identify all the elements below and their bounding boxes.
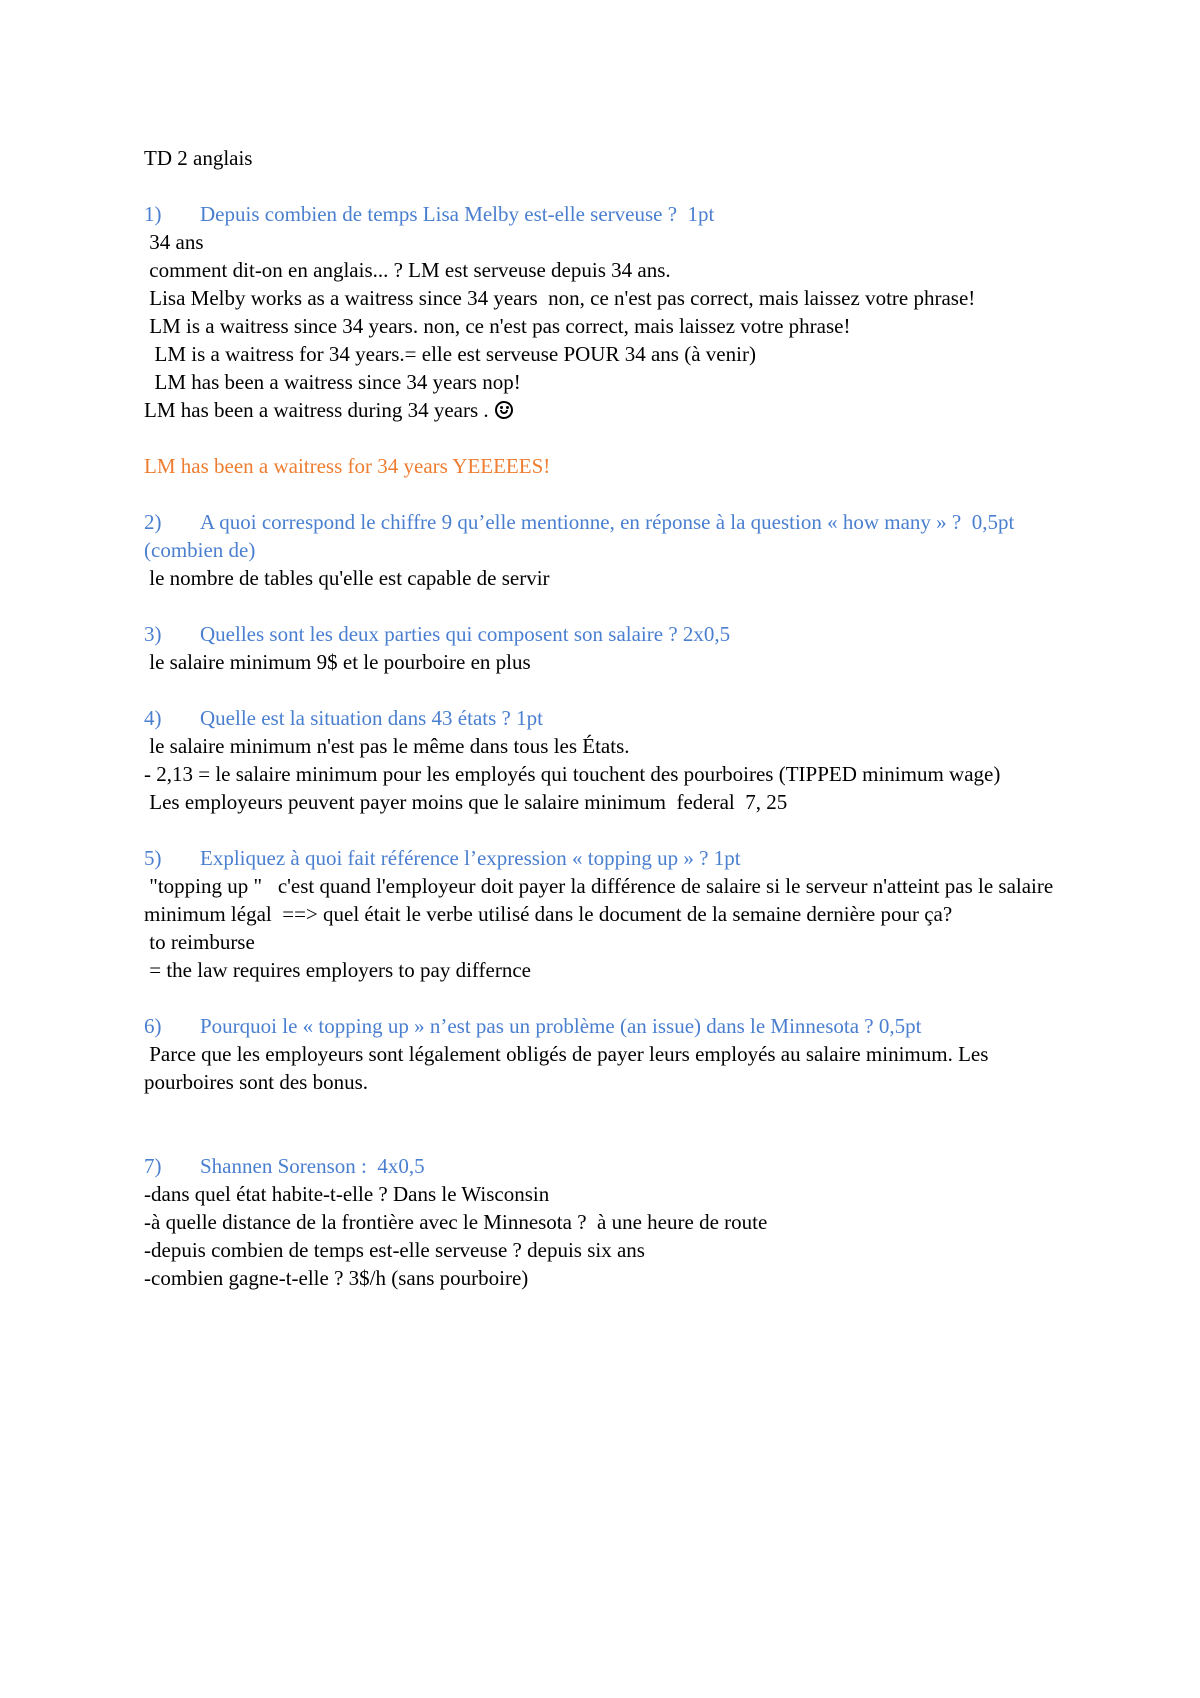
spacer <box>144 1096 1064 1124</box>
answer-line: LM is a waitress for 34 years.= elle est serveuse POUR 34 ans (à venir) <box>144 342 756 366</box>
spacer <box>144 480 1064 508</box>
question-number: 4) <box>144 706 162 730</box>
question-6 <box>144 1012 1064 1040</box>
answer-line: Les employeurs peuvent payer moins que le salaire minimum federal 7, 25 <box>144 790 788 814</box>
question-2 <box>144 508 1064 564</box>
question-number: 3) <box>144 622 162 646</box>
question-3 <box>144 620 1064 648</box>
answer-line: -dans quel état habite-t-elle ? Dans le Wisconsin <box>144 1182 550 1206</box>
answer-line: le nombre de tables qu'elle est capable de servir <box>144 566 550 590</box>
answer-line: "topping up " c'est quand l'employeur doit payer la différence de salaire si le serveur n'atteint pas le salaire minimum légal ==> quel était le verbe utilisé dans le document de la semaine dernière pour ça? <box>144 874 1059 926</box>
document-page <box>144 144 1064 1292</box>
answer-line: Lisa Melby works as a waitress since 34 years non, ce n'est pas correct, mais laissez votre phrase! <box>144 286 976 310</box>
question-number: 6) <box>144 1014 162 1038</box>
spacer <box>144 984 1064 1012</box>
question-7 <box>144 1152 1064 1180</box>
answer-line <box>144 396 1064 424</box>
answer-line: -depuis combien de temps est-elle serveuse ? depuis six ans <box>144 1238 645 1262</box>
spacer <box>144 172 1064 200</box>
answer-line: LM has been a waitress since 34 years nop! <box>144 370 521 394</box>
answer-line: le salaire minimum n'est pas le même dans tous les États. <box>144 734 630 758</box>
question-text: Pourquoi le « topping up » n’est pas un problème (an issue) dans le Minnesota ? 0,5pt <box>200 1014 922 1038</box>
answer-line: -à quelle distance de la frontière avec le Minnesota ? à une heure de route <box>144 1210 768 1234</box>
answer-line: 34 ans <box>144 230 204 254</box>
question-number: 1) <box>144 202 162 226</box>
question-text: A quoi correspond le chiffre 9 qu’elle mentionne, en réponse à la question « how many » ? 0,5pt (combien de) <box>144 510 1020 562</box>
question-text: Quelle est la situation dans 43 états ? 1pt <box>200 706 543 730</box>
answer-line: -combien gagne-t-elle ? 3$/h (sans pourboire) <box>144 1266 529 1290</box>
answer-line: = the law requires employers to pay differnce <box>144 958 531 982</box>
question-number: 5) <box>144 846 162 870</box>
question-text: Expliquez à quoi fait référence l’expression « topping up » ? 1pt <box>200 846 741 870</box>
document-title: TD 2 anglais <box>144 146 253 170</box>
question-text: Depuis combien de temps Lisa Melby est-elle serveuse ? 1pt <box>200 202 715 226</box>
spacer <box>144 592 1064 620</box>
answer-line: to reimburse <box>144 930 255 954</box>
answer-line: le salaire minimum 9$ et le pourboire en plus <box>144 650 531 674</box>
spacer <box>144 1124 1064 1152</box>
spacer <box>144 676 1064 704</box>
answer-line: comment dit-on en anglais... ? LM est serveuse depuis 34 ans. <box>144 258 671 282</box>
spacer <box>144 816 1064 844</box>
spacer <box>144 424 1064 452</box>
question-text: Quelles sont les deux parties qui composent son salaire ? 2x0,5 <box>200 622 731 646</box>
answer-line: LM is a waitress since 34 years. non, ce n'est pas correct, mais laissez votre phrase! <box>144 314 851 338</box>
question-number: 7) <box>144 1154 162 1178</box>
answer-text: LM has been a waitress during 34 years . <box>144 398 489 422</box>
smiley-face-icon <box>495 401 513 419</box>
question-1 <box>144 200 1064 228</box>
question-text: Shannen Sorenson : 4x0,5 <box>200 1154 425 1178</box>
answer-line: - 2,13 = le salaire minimum pour les employés qui touchent des pourboires (TIPPED minimum wage) <box>144 762 1001 786</box>
question-number: 2) <box>144 510 162 534</box>
question-4 <box>144 704 1064 732</box>
question-5 <box>144 844 1064 872</box>
correct-answer: LM has been a waitress for 34 years YEEEEES! <box>144 454 551 478</box>
answer-line: Parce que les employeurs sont légalement obligés de payer leurs employés au salaire minimum. Les pourboires sont des bonus. <box>144 1042 994 1094</box>
